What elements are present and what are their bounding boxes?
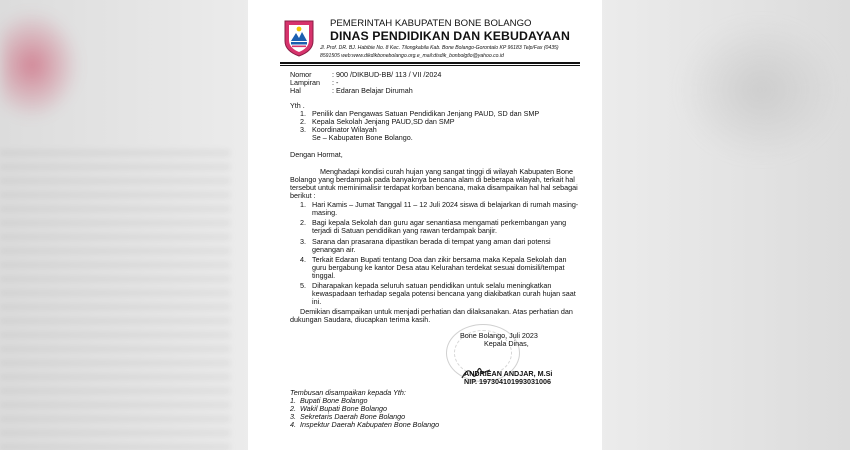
- bone-bolango-emblem-icon: [282, 17, 316, 57]
- field-nomor-value: : 900 /DIKBUD-BB/ 113 / VII /2024: [332, 70, 442, 79]
- point-line: Bagi kepala Sekolah dan guru agar senantiasa mengamati perkembangan yang: [312, 218, 567, 227]
- signature-title: Kepala Dinas,: [484, 339, 529, 348]
- point-line: Diharapakan kepada seluruh satuan pendidikan untuk selalu meningkatkan: [312, 281, 552, 290]
- letter-page: [248, 0, 602, 450]
- point-line: terjadi di Satuan pendidikan yang rawan terdampak banjir.: [312, 226, 497, 235]
- letterhead-department: DINAS PENDIDIKAN DAN KEBUDAYAAN: [330, 29, 570, 43]
- point-line: Sarana dan prasarana dipastikan berada di tempat yang aman dari potensi: [312, 237, 551, 246]
- point-number: 2.: [300, 218, 306, 227]
- point-line: Terkait Edaran Bupati tentang Doa dan zikir bersama maka Kepala Sekolah dan: [312, 255, 567, 264]
- point-line: ini.: [312, 297, 322, 306]
- recipients-intro: Yth .: [290, 101, 305, 110]
- letterhead-rule-thin: [280, 65, 580, 66]
- signature-place-date: Bone Bolango, Juli 2023: [460, 331, 538, 340]
- closing-line: dukungan Saudara, diucapkan terima kasih.: [290, 315, 431, 324]
- recipient-number: 2.: [300, 117, 306, 126]
- letterhead-government: PEMERINTAH KABUPATEN BONE BOLANGO: [330, 18, 532, 29]
- paragraph-line: Bolango yang berdampak pada banyaknya bencana alam di beberapa wilayah, terkait hal: [290, 175, 575, 184]
- salutation: Dengan Hormat,: [290, 150, 343, 159]
- closing-line: Demikian disampaikan untuk menjadi perhatian dan dilaksanakan. Atas perhatian dan: [300, 307, 573, 316]
- cc-text: Wakil Bupati Bone Bolango: [300, 404, 387, 413]
- point-line: kewaspadaan terhadap segala potensi bencana yang diakibatkan curah hujan saat: [312, 289, 576, 298]
- field-hal-value: : Edaran Belajar Dirumah: [332, 86, 413, 95]
- blurred-background-right: [680, 20, 840, 160]
- recipient-number: 3.: [300, 125, 306, 134]
- cc-number: 2.: [290, 404, 296, 413]
- point-line: masing.: [312, 208, 338, 217]
- cc-text: Bupati Bone Bolango: [300, 396, 368, 405]
- letterhead: [248, 8, 602, 64]
- letterhead-contact: 8591505 web:www.dikdikbonebolango.org.e_mail:disdik_bonbolgtlo@yahoo.co.id: [320, 53, 504, 59]
- point-number: 4.: [300, 255, 306, 264]
- point-number: 5.: [300, 281, 306, 290]
- cc-text: Inspektur Daerah Kabupaten Bone Bolango: [300, 420, 440, 429]
- point-line: tinggal.: [312, 271, 336, 280]
- point-number: 1.: [300, 200, 306, 209]
- point-line: genangan air.: [312, 245, 356, 254]
- cc-number: 1.: [290, 396, 296, 405]
- recipient-number: 1.: [300, 109, 306, 118]
- letterhead-address: Jl. Prof. DR. BJ. Habibie No. 8 Kec. Tilongkabila Kab. Bone Bolango-Gorontalo KP 96183 Telp/Fax (0435): [320, 45, 559, 51]
- cc-intro: Tembusan disampaikan kepada Yth:: [290, 388, 406, 397]
- signature-nip: NIP. 197304101993031006: [464, 377, 551, 386]
- point-line: guru bergabung ke kantor Desa atau Kelurahan terdekat sesuai domisili/tempat: [312, 263, 565, 272]
- recipient-text: Kepala Sekolah Jenjang PAUD,SD dan SMP: [312, 117, 455, 126]
- blurred-background-text: [0, 150, 230, 450]
- blurred-background-logo: [0, 10, 80, 120]
- signature-name: ANDRIEAN ANDJAR, M.Si: [464, 369, 553, 378]
- field-lampiran-label: Lampiran: [290, 78, 320, 87]
- point-number: 3.: [300, 237, 306, 246]
- letterhead-rule: [280, 62, 580, 64]
- cc-number: 3.: [290, 412, 296, 421]
- field-nomor-label: Nomor: [290, 70, 312, 79]
- paragraph-line: tersebut untuk meminimalisir terdapat korban bencana, maka disampaikan hal hal sebagai: [290, 183, 578, 192]
- paragraph-line: berikut :: [290, 191, 316, 200]
- recipient-text: Penilik dan Pengawas Satuan Pendidikan Jenjang PAUD, SD dan SMP: [312, 109, 540, 118]
- cc-number: 4.: [290, 420, 296, 429]
- recipients-location: Se – Kabupaten Bone Bolango.: [312, 133, 413, 142]
- paragraph-line: Menghadapi kondisi curah hujan yang sangat tinggi di wilayah Kabupaten Bone: [320, 167, 573, 176]
- point-line: Hari Kamis – Jumat Tanggal 11 – 12 Juli 2024 siswa di belajarkan di rumah masing-: [312, 200, 579, 209]
- field-lampiran-value: : -: [332, 78, 339, 87]
- field-hal-label: Hal: [290, 86, 301, 95]
- cc-text: Sekretaris Daerah Bone Bolango: [300, 412, 406, 421]
- recipient-text: Koordinator Wilayah: [312, 125, 377, 134]
